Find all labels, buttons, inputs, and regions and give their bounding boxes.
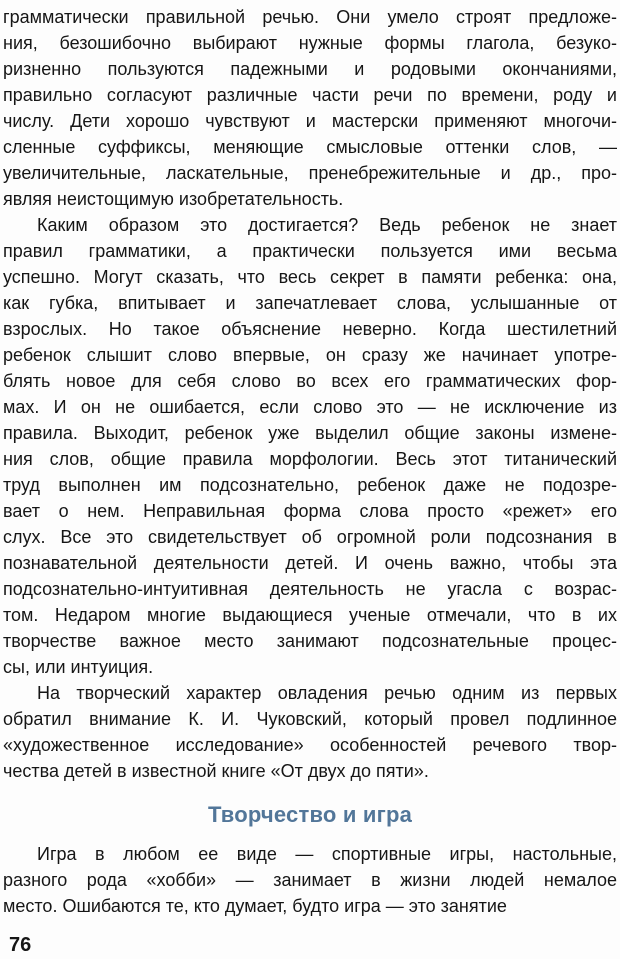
section-heading: Творчество и игра	[207, 802, 413, 827]
paragraph	[3, 212, 617, 680]
text-line: ребенок слышит слово впервые, он сразу же начинает употре-	[3, 345, 617, 365]
text-line: слух. Все это свидетельствует об огромной роли подсознания в	[3, 527, 617, 547]
text-line: На творческий характер овладения речью одним из первых	[37, 683, 617, 703]
text-line: вает о нем. Неправильная форма слова просто «режет» его	[3, 501, 617, 521]
text-line: правила. Выходит, ребенок уже выделил общие законы измене-	[3, 423, 617, 443]
text-line: числу. Дети хорошо чувствуют и мастерски применяют многочи-	[3, 111, 617, 131]
text-line: ризненно пользуются падежными и родовыми окончаниями,	[3, 59, 617, 79]
text-line: творчестве важное место занимают подсознательные процес-	[3, 631, 617, 651]
text-line: взрослых. Но такое объяснение неверно. Когда шестилетний	[3, 319, 617, 339]
text-line: том. Недаром многие выдающиеся ученые отмечали, что в их	[3, 605, 617, 625]
text-line: успешно. Могут сказать, что весь секрет в памяти ребенка: она,	[3, 267, 617, 287]
text-line: увеличительные, ласкательные, пренебрежительные и др., про-	[3, 163, 617, 183]
text-line: сленные суффиксы, меняющие смысловые оттенки слов, —	[3, 137, 617, 157]
text-line: блять новое для себя слово во всех его грамматических фор-	[3, 371, 617, 391]
text-line: подсознательно-интуитивная деятельность не угасла с возрас-	[3, 579, 617, 599]
text-line: обратил внимание К. И. Чуковский, который провел подлинное	[3, 709, 617, 729]
page-text	[3, 4, 617, 919]
text-line: разного рода «хобби» — занимает в жизни людей немалое	[3, 870, 617, 890]
paragraph	[3, 841, 617, 919]
text-line: «художественное исследование» особенностей речевого твор-	[3, 735, 617, 755]
text-line: труд выполнен им подсознательно, ребенок даже не подозре-	[3, 475, 617, 495]
text-line: место. Ошибаются те, кто думает, будто игра — это занятие	[3, 896, 507, 916]
text-line: Игра в любом ее виде — спортивные игры, настольные,	[37, 844, 617, 864]
text-line: мах. И он не ошибается, если слово это — не исключение из	[3, 397, 617, 417]
text-line: ния, безошибочно выбирают нужные формы глагола, безуко-	[3, 33, 617, 53]
text-line: являя неистощимую изобретательность.	[3, 189, 344, 209]
paragraph	[3, 680, 617, 784]
text-line: Каким образом это достигается? Ведь ребенок не знает	[37, 215, 617, 235]
text-line: чества детей в известной книге «От двух до пяти».	[3, 761, 429, 781]
text-line: грамматически правильной речью. Они умело строят предложе-	[3, 7, 617, 27]
page-number: 76	[9, 934, 32, 956]
paragraph	[3, 4, 617, 212]
page-footer	[3, 932, 617, 958]
text-line: правил грамматики, а практически пользуется ими весьма	[3, 241, 617, 261]
text-line: ния слов, общие правила морфологии. Весь этот титанический	[3, 449, 617, 469]
text-line: сы, или интуиция.	[3, 657, 154, 677]
text-line: правильно согласуют различные части речи по времени, роду и	[3, 85, 617, 105]
text-line: как губка, впитывает и запечатлевает слова, услышанные от	[3, 293, 617, 313]
text-line: познавательной деятельности детей. И очень важно, чтобы эта	[3, 553, 617, 573]
